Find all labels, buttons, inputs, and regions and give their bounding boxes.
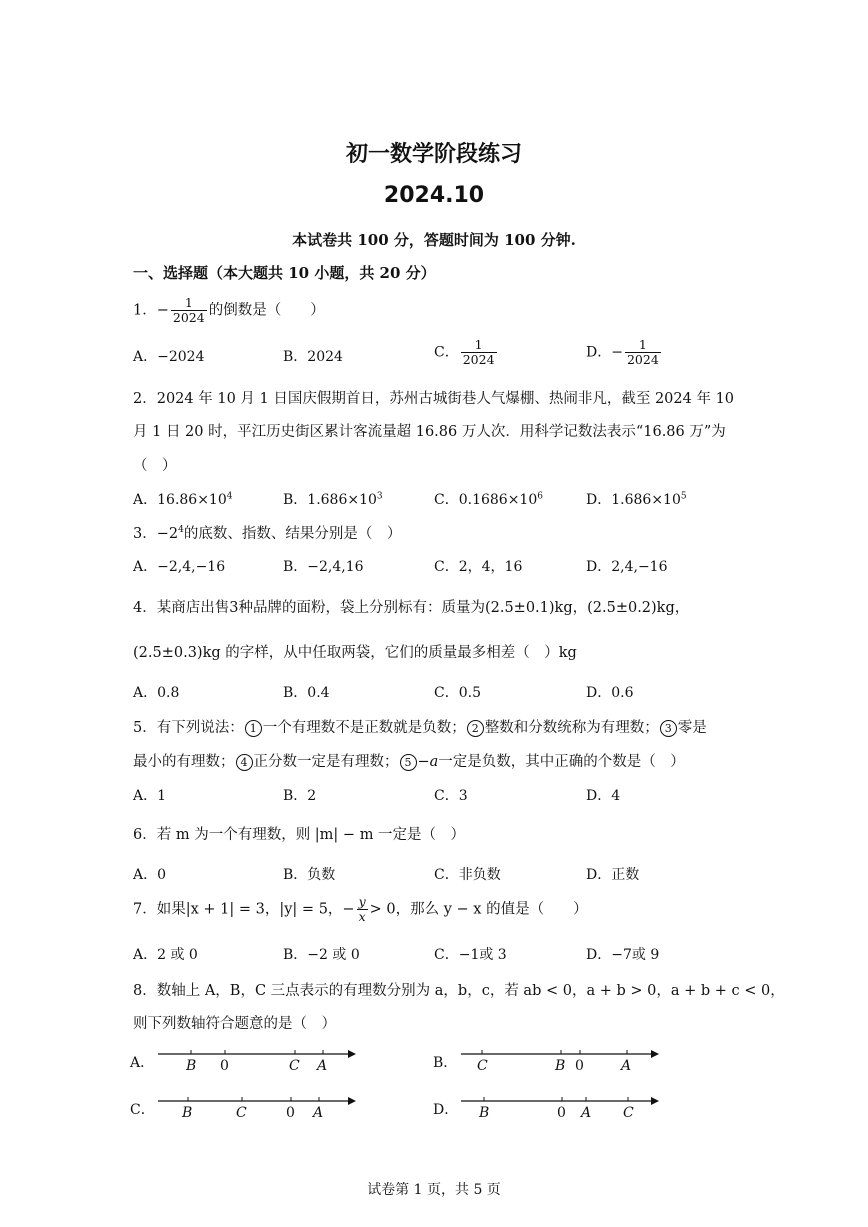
question-2-line-2: 月 1 日 20 时，平江历史街区累计客流量超 16.86 万人次．用科学记数法表示“16.86 万”为 <box>133 424 726 440</box>
page-footer: 试卷第 1 页，共 5 页 <box>367 1182 501 1198</box>
q2-option-a[interactable]: A．$16.86\times 10^4$ <box>133 491 233 508</box>
circled-number-2: 2 <box>467 720 484 737</box>
q2-option-c[interactable]: C．$0.1686\times 10^6$ <box>434 491 543 508</box>
circled-number-4: 4 <box>236 754 253 771</box>
fraction: $\frac{y}{x}$ <box>358 894 366 924</box>
point-label: A <box>581 1105 592 1121</box>
q2-option-b[interactable]: B．$1.686\times 10^3$ <box>283 491 383 508</box>
q4-option-c[interactable]: C．0.5 <box>434 685 481 701</box>
q7-option-b[interactable]: B．−2 或 0 <box>283 947 360 963</box>
q5-option-b[interactable]: B．2 <box>283 788 317 804</box>
q7-option-a[interactable]: A．2 或 0 <box>133 947 198 963</box>
q3-option-b[interactable]: B．−2,4,16 <box>283 559 364 575</box>
point-label: C <box>236 1105 247 1121</box>
point-label: A <box>317 1058 328 1074</box>
q1-option-b[interactable]: B．2024 <box>283 349 343 365</box>
q3-option-d[interactable]: D．2,4,−16 <box>586 559 668 575</box>
question-2-line-1: 2．2024 年 10 月 1 日国庆假期首日，苏州古城街巷人气爆棚、热闹非凡，截至 2024 年 10 <box>133 391 735 407</box>
q4-option-a[interactable]: A．0.8 <box>133 685 180 701</box>
q6-option-b[interactable]: B．负数 <box>283 867 336 883</box>
question-5-line-1: 5．有下列说法： 1 一个有理数不是正数就是负数； 2 整数和分数统称为有理数； 3 零是 <box>133 720 707 736</box>
q1-option-c[interactable]: C． $\frac{1}{2024}$ <box>434 337 495 367</box>
page-title: 初一数学阶段练习 <box>345 142 522 167</box>
point-label: B <box>186 1058 197 1074</box>
circled-number-5: 5 <box>400 754 417 771</box>
q4-option-b[interactable]: B．0.4 <box>283 685 330 701</box>
point-label: C <box>623 1105 634 1121</box>
circled-number-3: 3 <box>660 720 677 737</box>
point-label: C <box>289 1058 300 1074</box>
question-8-line-2: 则下列数轴符合题意的是（ ） <box>133 1016 336 1032</box>
q4-option-d[interactable]: D．0.6 <box>586 685 634 701</box>
point-label: 0 <box>575 1058 584 1074</box>
q6-option-a[interactable]: A．0 <box>133 867 167 883</box>
point-label: C <box>477 1058 488 1074</box>
point-label: B <box>182 1105 193 1121</box>
point-label: 0 <box>557 1105 566 1121</box>
point-label: A <box>621 1058 632 1074</box>
question-1: 1．− $\frac{1}{2024}$ 的倒数是（ ） <box>133 295 325 325</box>
q5-option-c[interactable]: C．3 <box>434 788 468 804</box>
q7-option-c[interactable]: C．−1或 3 <box>434 947 507 963</box>
q2-option-d[interactable]: D．$1.686\times 10^5$ <box>586 491 687 508</box>
q8-option-d[interactable]: D． B 0 A C <box>433 1089 673 1123</box>
q1-option-a[interactable]: A．−2024 <box>133 349 205 365</box>
question-8-line-1: 8．数轴上 A，B，C 三点表示的有理数分别为 a，b，c，若 ab < 0，a + b > 0，a + b + c < 0， <box>133 983 785 999</box>
point-label: A <box>313 1105 324 1121</box>
q5-option-a[interactable]: A．1 <box>133 788 167 804</box>
exam-date: 2024.10 <box>383 183 485 208</box>
q8-option-a[interactable]: A． B 0 C A <box>130 1042 360 1076</box>
q8-option-b[interactable]: B． C B 0 A <box>433 1042 673 1076</box>
point-label: B <box>479 1105 490 1121</box>
q6-option-c[interactable]: C．非负数 <box>434 867 501 883</box>
q5-option-d[interactable]: D．4 <box>586 788 621 804</box>
q1-option-d[interactable]: D．− $\frac{1}{2024}$ <box>586 337 659 367</box>
section-heading: 一、选择题（本大题共 10 小题，共 20 分） <box>133 264 436 282</box>
q7-option-d[interactable]: D．−7或 9 <box>586 947 660 963</box>
point-label: 0 <box>220 1058 229 1074</box>
q3-option-c[interactable]: C．2，4，16 <box>434 559 523 575</box>
circled-number-1: 1 <box>245 720 262 737</box>
question-6: 6．若 m 为一个有理数，则 |m| − m 一定是（ ） <box>133 827 466 843</box>
question-4-line-1: 4．某商店出售3种品牌的面粉，袋上分别标有：质量为(2.5±0.1)kg，(2.5±0.2)kg， <box>133 600 690 616</box>
question-2-line-3: （ ） <box>133 458 177 474</box>
point-label: B <box>555 1058 566 1074</box>
question-3: 3．$-2^4$的底数、指数、结果分别是（ ） <box>133 525 402 542</box>
q3-option-a[interactable]: A．−2,4,−16 <box>133 559 226 575</box>
q6-option-d[interactable]: D．正数 <box>586 867 640 883</box>
exam-note: 本试卷共 100 分，答题时间为 100 分钟. <box>292 231 576 249</box>
q8-option-c[interactable]: C． B C 0 A <box>130 1089 360 1123</box>
question-7: 7．如果|x + 1| = 3，|y| = 5，− $\frac{y}{x}$ > 0，那么 y − x 的值是（ ） <box>133 894 588 924</box>
question-4-line-2: (2.5±0.3)kg 的字样，从中任取两袋，它们的质量最多相差（ ）kg <box>133 645 577 661</box>
fraction: $\frac{1}{2024}$ <box>172 295 205 325</box>
point-label: 0 <box>286 1105 295 1121</box>
question-5-line-2: 最小的有理数； 4 正分数一定是有理数； 5 −a一定是负数，其中正确的个数是（ ） <box>133 754 685 770</box>
